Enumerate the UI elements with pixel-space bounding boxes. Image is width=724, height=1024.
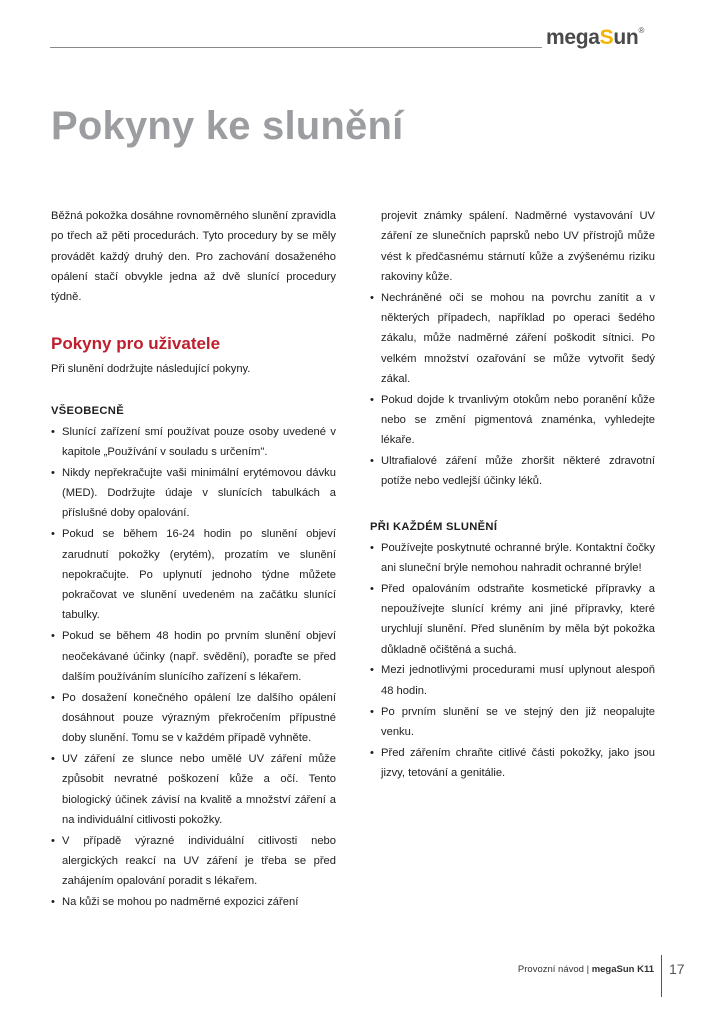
footer-divider	[661, 955, 662, 997]
list-item: • Mezi jednotlivými procedurami musí uplynout alespoň 48 hodin.	[370, 660, 655, 701]
list-item: • Před zářením chraňte citlivé části pokožky, jako jsou jizvy, tetování a genitálie.	[370, 743, 655, 784]
user-guidelines-heading: Pokyny pro uživatele	[51, 334, 221, 354]
list-item: • V případě výrazné individuální citlivosti nebo alergických reakcí na UV záření je třeba se před zahájením opalování poradit s lékařem.	[51, 831, 336, 892]
list-item: • Po prvním slunění se ve stejný den již neopalujte venku.	[370, 702, 655, 743]
list-item: • Po dosažení konečného opálení lze dalšího opálení dosáhnout pouze výrazným překročením přípustné doby slunění. Tomu se v každém případě vyhněte.	[51, 688, 336, 749]
continued-bullet-list	[370, 206, 655, 492]
list-item: • Používejte poskytnuté ochranné brýle. Kontaktní čočky ani sluneční brýle nemohou nahradit ochranné brýle!	[370, 538, 655, 579]
header-rule	[50, 47, 542, 48]
page-number: 17	[669, 961, 685, 977]
left-column	[51, 206, 336, 913]
list-item: • Pokud se během 48 hodin po prvním slunění objeví neočekávané účinky (např. svědění), poraďte se před dalším používáním slunícího zařízení s lékařem.	[51, 626, 336, 687]
footer-label	[518, 964, 654, 975]
megasun-logo: megaSun®	[546, 26, 645, 49]
footer-product: megaSun K11	[591, 964, 654, 975]
intro-paragraph: Běžná pokožka dosáhne rovnoměrného slunění zpravidla po třech až pěti procedurách. Tyto procedury by se měly provádět každý druhý den. Pro zachování dosaženého opálení stačí obvykle jedna až dvě slunící procedury týdně.	[51, 210, 336, 304]
list-item: • Nechráněné oči se mohou na povrchu zanítit a v některých případech, například po operaci šedého zákalu, může nadměrné záření poškodit sítnici. Po velkém množství ozařování se může vytvořit šedý zákal.	[370, 288, 655, 389]
user-guidelines-intro: Při slunění dodržujte následující pokyny.	[51, 363, 251, 376]
list-item: • Před opalováním odstraňte kosmetické přípravky a nepoužívejte slunící krémy ani jiné přípravky, které urychlují slunění. Před sluněním by měla být pokožka důkladně očištěná a suchá.	[370, 579, 655, 660]
list-item: • Pokud se během 16-24 hodin po slunění objeví zarudnutí pokožky (erytém), prozatím ve slunění nepokračujte. Po uplynutí jednoho týdne můžete pokračovat ve slunění uvedeném na začátku slunící tabulky.	[51, 524, 336, 625]
every-session-bullet-list	[370, 538, 655, 784]
page-title: Pokyny ke slunění	[51, 104, 404, 148]
right-column	[370, 206, 655, 784]
list-item: • Ultrafialové záření může zhoršit některé zdravotní potíže nebo vedlejší účinky léků.	[370, 451, 655, 492]
list-item: • Pokud dojde k trvanlivým otokům nebo poranění kůže nebo se změní pigmentová znaménka, vyhledejte lékaře.	[370, 390, 655, 451]
general-bullet-list	[51, 422, 336, 913]
list-item: • Slunící zařízení smí používat pouze osoby uvedené v kapitole „Používání v souladu s určením".	[51, 422, 336, 463]
list-item: • UV záření ze slunce nebo umělé UV záření může způsobit nevratné poškození kůže a očí. Tento biologický účinek závisí na kvalitě a množství záření a na individuální citlivosti pokožky.	[51, 749, 336, 830]
footer-manual-label: Provozní návod |	[517, 964, 592, 975]
every-session-section-heading: PŘI KAŽDÉM SLUNĚNÍ	[370, 520, 498, 533]
list-item: • Na kůži se mohou po nadměrné expozici záření	[51, 892, 336, 912]
list-item-continuation: projevit známky spálení. Nadměrné vystavování UV záření ze slunečních paprsků nebo UV přístrojů může vést k předčasnému stárnutí kůže a zvýšenému riziku rakoviny kůže.	[381, 210, 655, 283]
list-item: • Nikdy nepřekračujte vaši minimální erytémovou dávku (MED). Dodržujte údaje v slunících tabulkách a příslušné doby opalování.	[51, 463, 336, 524]
general-section-heading: VŠEOBECNĚ	[51, 404, 124, 417]
